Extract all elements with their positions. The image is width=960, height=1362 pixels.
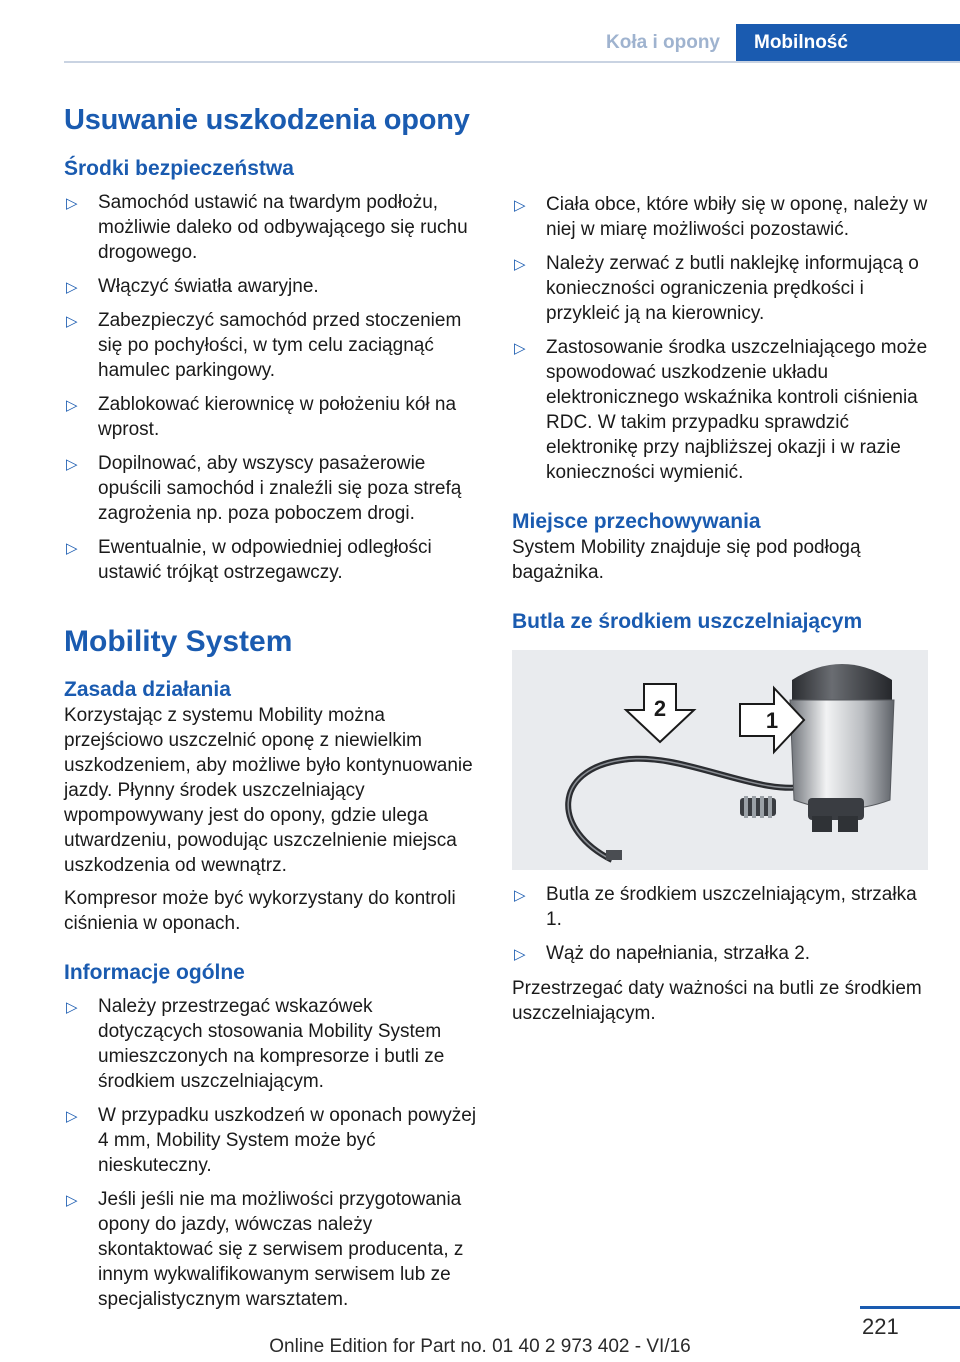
list-item: ▷ Należy zerwać z butli naklejkę informującą o konieczności ograniczenia prędkości i przykleić ją na kierownicy. xyxy=(514,253,919,324)
arrow-1-label: 1 xyxy=(765,708,779,733)
list-item: ▷ Zabezpieczyć samochód przed stoczeniem się po pochyłości, w tym celu zaciągnąć hamulec parkingowy. xyxy=(66,310,462,381)
triangle-bullet-icon: ▷ xyxy=(514,197,526,214)
bottle-heading: Butla ze środkiem uszczelniającym xyxy=(512,610,863,633)
mobility-title: Mobility System xyxy=(64,625,293,658)
right-column xyxy=(512,0,928,635)
bottle-list xyxy=(512,882,928,966)
triangle-bullet-icon: ▷ xyxy=(66,1108,78,1125)
footer-rule xyxy=(860,1306,960,1309)
page-title: Usuwanie uszkodzenia opony xyxy=(64,104,470,136)
list-item: ▷ Zastosowanie środka uszczelniającego może spowodować uszkodzenie układu elektronicznego wskaźnika kontroli ciśnienia RDC. W takim przypadku sprawdzić elektronikę przy najbliższej okazji i w razie konieczności wymienić. xyxy=(514,337,928,483)
storage-text: System Mobility znajduje się pod podłogą bagażnika. xyxy=(512,537,861,583)
triangle-bullet-icon: ▷ xyxy=(514,887,526,904)
arrow-2-label: 2 xyxy=(653,696,667,721)
triangle-bullet-icon: ▷ xyxy=(66,540,78,557)
list-item: ▷ Włączyć światła awaryjne. xyxy=(64,274,480,299)
hose-connector xyxy=(606,850,622,860)
list-item: ▷ Dopilnować, aby wszyscy pasażerowie opuścili samochód i znaleźli się poza strefą zagrożenia np. poza poboczem drogi. xyxy=(66,453,462,524)
principle-paragraph-1: Korzystając z systemu Mobility można przejściowo uszczelnić oponę z niewielkim uszkodzeniem, aby możliwe było kontynuowanie jazdy. Płynny środek uszczelniający wpompowywany jest do opony, gdzie ulega utwardzeniu, powodując uszczelnienie miejsca uszkodzenia od wewnątrz. xyxy=(64,705,473,876)
list-item: ▷ Butla ze środkiem uszczelniającym, strzałka 1. xyxy=(514,884,917,930)
general-heading: Informacje ogólne xyxy=(64,961,245,984)
arrow-2-icon xyxy=(626,684,694,742)
left-column xyxy=(64,0,480,1312)
principle-heading: Zasada działania xyxy=(64,678,231,701)
principle-paragraph-2: Kompresor może być wykorzystany do kontroli ciśnienia w oponach. xyxy=(64,888,456,934)
storage-heading: Miejsce przechowywania xyxy=(512,510,761,533)
list-item: ▷ Ewentualnie, w odpowiedniej odległości ustawić trójkąt ostrzegawczy. xyxy=(66,537,432,583)
header-section-label: Koła i opony xyxy=(606,32,720,53)
sealant-bottle xyxy=(790,664,894,832)
safety-heading: Środki bezpieczeństwa xyxy=(64,157,294,180)
expiry-text: Przestrzegać daty ważności na butli ze środkiem uszczelniającym. xyxy=(512,978,922,1024)
triangle-bullet-icon: ▷ xyxy=(66,397,78,414)
triangle-bullet-icon: ▷ xyxy=(66,313,78,330)
triangle-bullet-icon: ▷ xyxy=(66,999,78,1016)
bottle-and-hose-figure xyxy=(512,650,928,870)
valve-adapter xyxy=(740,796,776,818)
list-item: ▷ Jeśli jeśli nie ma możliwości przygotowania opony do jazdy, wówczas należy skontaktować się z serwisem producenta, z innym wykwalifikowanym serwisem lub ze specjalistycznym warsztatem. xyxy=(66,1189,464,1310)
general-list-continued xyxy=(512,192,928,485)
safety-list xyxy=(64,190,480,585)
list-item: ▷ Ciała obce, które wbiły się w oponę, należy w niej w miarę możliwości pozostawić. xyxy=(514,194,928,240)
triangle-bullet-icon: ▷ xyxy=(514,946,526,963)
page-number: 221 xyxy=(862,1314,899,1339)
triangle-bullet-icon: ▷ xyxy=(514,256,526,273)
edition-footer: Online Edition for Part no. 01 40 2 973 402 - VI/16 xyxy=(269,1336,691,1357)
triangle-bullet-icon: ▷ xyxy=(66,456,78,473)
triangle-bullet-icon: ▷ xyxy=(514,340,526,357)
header-chapter-label: Mobilność xyxy=(754,32,848,53)
list-item: ▷ Wąż do napełniania, strzałka 2. xyxy=(512,941,928,966)
list-item: ▷ Należy przestrzegać wskazówek dotyczących stosowania Mobility System umieszczonych na kompresorze i butli ze środkiem uszczelniającym. xyxy=(66,996,445,1092)
triangle-bullet-icon: ▷ xyxy=(66,195,78,212)
list-item: ▷ W przypadku uszkodzeń w oponach powyżej 4 mm, Mobility System może być nieskuteczny. xyxy=(66,1105,477,1176)
right-column-lower xyxy=(512,882,928,1026)
list-item: ▷ Zablokować kierownicę w położeniu kół na wprost. xyxy=(66,394,457,440)
triangle-bullet-icon: ▷ xyxy=(66,279,78,296)
mobility-kit-illustration xyxy=(512,650,928,870)
list-item: ▷ Samochód ustawić na twardym podłożu, możliwie daleko od odbywającego się ruchu drogowego. xyxy=(66,192,468,263)
triangle-bullet-icon: ▷ xyxy=(66,1192,78,1209)
general-list xyxy=(64,994,480,1312)
